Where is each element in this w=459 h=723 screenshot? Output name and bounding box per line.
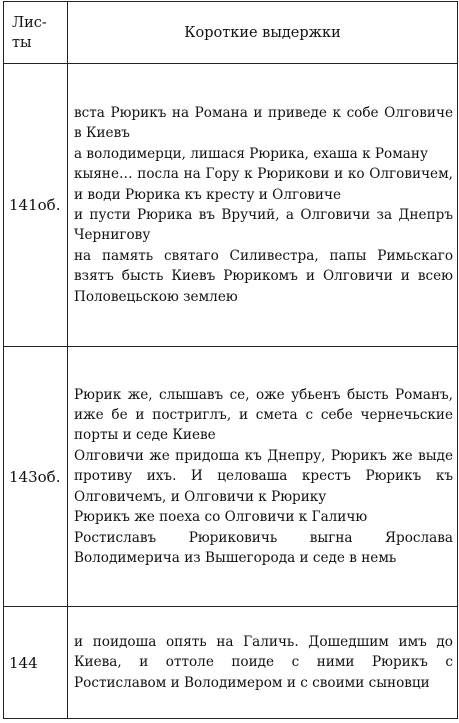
excerpt-line: на память святаго Силивестра, папы Римьскаго взятъ бысть Киевъ Рюрикомъ и Олговичи и всею Половецьскою землею [74,247,453,305]
sheet-number: 141об. [4,64,68,347]
excerpt-line: и пусти Рюрика въ Вручий, а Олговичи за Днепръ Чернигову [74,207,453,244]
excerpt-cell [68,64,458,347]
table-row [4,64,458,347]
table-row [4,607,458,719]
table-row [4,347,458,607]
sheet-number: 144 [4,607,68,719]
header-excerpts: Короткие выдержки [68,2,458,64]
excerpt-line: вста Рюрикъ на Романа и приведе к собе Олговиче в Киевъ [74,104,453,142]
header-sheets-line2: ты [12,34,32,51]
excerpt-line: Рюрикъ же поеха со Олговичи к Галичю [74,509,368,526]
excerpt-line: а володимерци, лишася Рюрика, ехаша к Роману [74,145,428,162]
excerpt-line: кыяне… посла на Гору к Рюрикови и ко Олговичем, и води Рюрика къ кресту и Олговиче [74,166,453,203]
excerpt-line: и поидоша опять на Галичь. Дошедшим имъ до Киева, и оттоле поиде с ними Рюрикъ с Ростиславом и Володимером и с своими сыновци [74,633,453,691]
sheet-number: 143об. [4,347,68,607]
excerpt-cell [68,347,458,607]
table-header-row [4,2,458,64]
excerpt-line: Ростиславъ Рюриковичь выгна Ярослава Володимерича из Вышегорода и седе в немь [74,529,453,566]
excerpts-table [3,1,458,719]
excerpt-line: Рюрик же, слышавъ се, оже убьенъ бысть Романъ, иже бе и постриглъ, и смета с себе чернечьские порты и седе Киеве [74,386,453,444]
excerpt-line: Олговичи же придоша къ Днепру, Рюрикъ же выде противу ихъ. И целоваша крестъ Рюрикъ къ Олговичемъ, и Олговичи к Рюрику [74,447,453,505]
header-sheets-line1: Лис- [12,14,47,31]
header-sheets [4,2,68,64]
excerpt-cell [68,607,458,719]
